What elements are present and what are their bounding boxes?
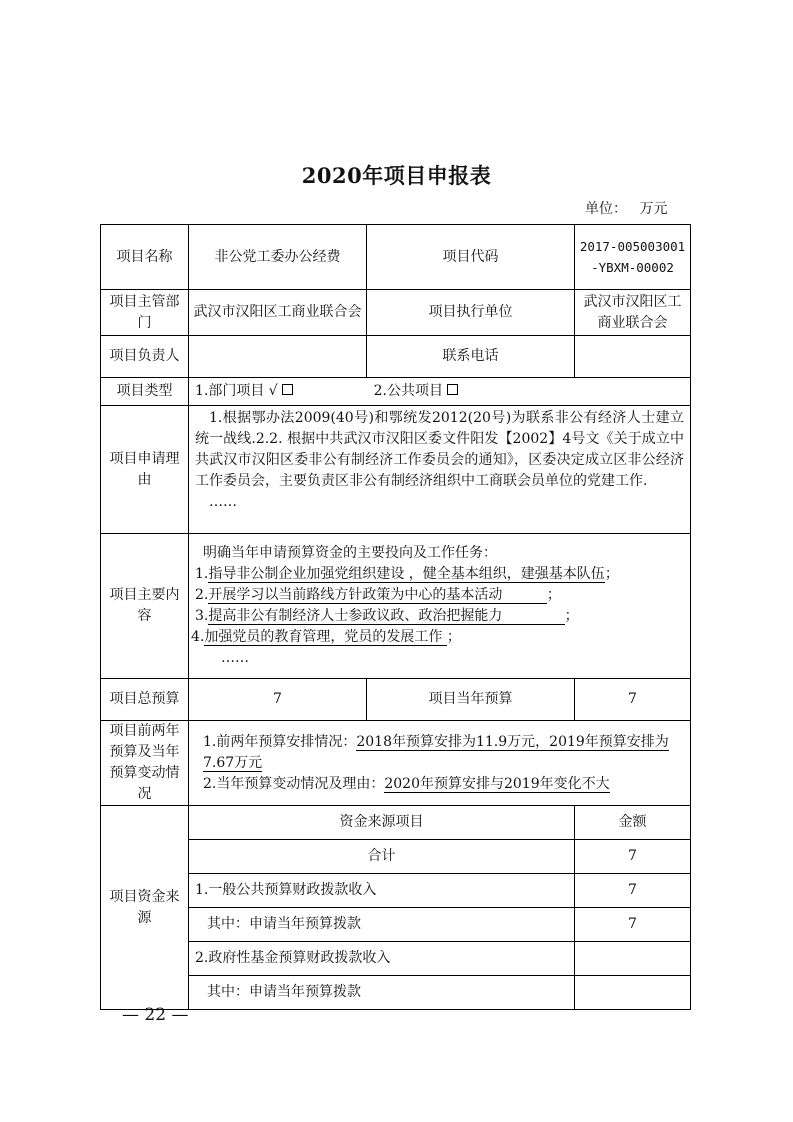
budget-change-line-2: 2.当年预算变动情况及理由：2020年预算安排与2019年变化不大 bbox=[203, 775, 610, 792]
application-reason-cell bbox=[189, 406, 691, 534]
fund-item: 1.一般公共预算财政拨款收入 bbox=[189, 874, 575, 908]
fund-item: 其中：申请当年预算拨款 bbox=[189, 976, 575, 1010]
project-name-value: 非公党工委办公经费 bbox=[189, 225, 367, 290]
fund-amount-header: 金额 bbox=[575, 806, 691, 840]
phone-value bbox=[575, 336, 691, 378]
public-project-option: 2.公共项目 bbox=[374, 381, 458, 402]
project-type-options bbox=[189, 378, 691, 406]
department-value: 武汉市汉阳区工商业联合会 bbox=[189, 290, 367, 336]
department-project-option: 1.部门项目 √ bbox=[195, 381, 293, 402]
list-item: 2.开展学习以当前路线方针政策为中心的基本活动 ； bbox=[195, 587, 561, 603]
row-project-type bbox=[101, 378, 691, 406]
list-item: 4.加强党员的教育管理，党员的发展工作 ； bbox=[191, 629, 461, 645]
fund-item: 其中：申请当年预算拨款 bbox=[189, 908, 575, 942]
fund-amount: 7 bbox=[575, 840, 691, 874]
fund-amount bbox=[575, 976, 691, 1010]
main-content-label: 项目主要内容 bbox=[101, 534, 189, 679]
main-content-intro: 明确当年申请预算资金的主要投向及工作任务： bbox=[203, 545, 497, 561]
checkbox-icon bbox=[447, 384, 458, 395]
row-budget bbox=[101, 679, 691, 721]
executing-unit-value: 武汉市汉阳区工商业联合会 bbox=[575, 290, 691, 336]
year-budget-value: 7 bbox=[575, 679, 691, 721]
table-row bbox=[101, 976, 691, 1010]
row-leader bbox=[101, 336, 691, 378]
list-item: 3.提高非公有制经济人士参政议政、政治把握能力 ； bbox=[195, 608, 579, 624]
row-budget-change bbox=[101, 721, 691, 806]
project-type-label: 项目类型 bbox=[101, 378, 189, 406]
unit-label: 单位： 万元 bbox=[585, 201, 668, 217]
row-application-reason bbox=[101, 406, 691, 534]
leader-label: 项目负责人 bbox=[101, 336, 189, 378]
project-code-label: 项目代码 bbox=[367, 225, 575, 290]
main-content-cell bbox=[189, 534, 691, 679]
table-row bbox=[101, 874, 691, 908]
total-budget-label: 项目总预算 bbox=[101, 679, 189, 721]
row-department bbox=[101, 290, 691, 336]
fund-amount: 7 bbox=[575, 908, 691, 942]
application-reason-text: 1.根据鄂办法2009(40号)和鄂统发2012(20号)为联系非公有经济人士建立统一战线.2.2. 根据中共武汉市汉阳区委文件阳发【2002】4号文《关于成立中共武汉市汉阳区委非公有制经济工作委员会的通知》，区委决定成立区非公经济工作委员会，主要负责区非公有制经济组织中工商联会员单位的党建工作. bbox=[195, 410, 684, 489]
checkbox-icon bbox=[282, 384, 293, 395]
phone-label: 联系电话 bbox=[367, 336, 575, 378]
row-fund-header bbox=[101, 806, 691, 840]
fund-item: 2.政府性基金预算财政拨款收入 bbox=[189, 942, 575, 976]
fund-item: 合计 bbox=[189, 840, 575, 874]
budget-change-label: 项目前两年预算及当年预算变动情况 bbox=[101, 721, 189, 806]
main-content-ellipsis: …… bbox=[221, 650, 249, 666]
table-row bbox=[101, 942, 691, 976]
row-project-name bbox=[101, 225, 691, 290]
leader-value bbox=[189, 336, 367, 378]
year-budget-label: 项目当年预算 bbox=[367, 679, 575, 721]
budget-change-cell bbox=[189, 721, 691, 806]
page-title: 2020年项目申报表 bbox=[301, 163, 492, 188]
project-code-value: 2017-005003001-YBXM-00002 bbox=[575, 225, 691, 290]
list-item: 1.指导非公制企业加强党组织建设 ，健全基本组织，建强基本队伍； bbox=[195, 566, 619, 582]
table-row bbox=[101, 908, 691, 942]
application-reason-label: 项目申请理由 bbox=[101, 406, 189, 534]
department-label: 项目主管部门 bbox=[101, 290, 189, 336]
executing-unit-label: 项目执行单位 bbox=[367, 290, 575, 336]
total-budget-value: 7 bbox=[189, 679, 367, 721]
budget-change-line-1: 1.前两年预算安排情况：2018年预算安排为11.9万元，2019年预算安排为7.67万元 bbox=[203, 733, 669, 771]
fund-amount: 7 bbox=[575, 874, 691, 908]
project-name-label: 项目名称 bbox=[101, 225, 189, 290]
table-row bbox=[101, 840, 691, 874]
fund-source-item-header: 资金来源项目 bbox=[189, 806, 575, 840]
page-number: — 22 — bbox=[122, 1005, 189, 1025]
fund-source-label: 项目资金来源 bbox=[101, 806, 189, 1010]
project-application-table bbox=[100, 224, 691, 1010]
application-reason-ellipsis: …… bbox=[209, 494, 237, 510]
fund-amount bbox=[575, 942, 691, 976]
row-main-content bbox=[101, 534, 691, 679]
